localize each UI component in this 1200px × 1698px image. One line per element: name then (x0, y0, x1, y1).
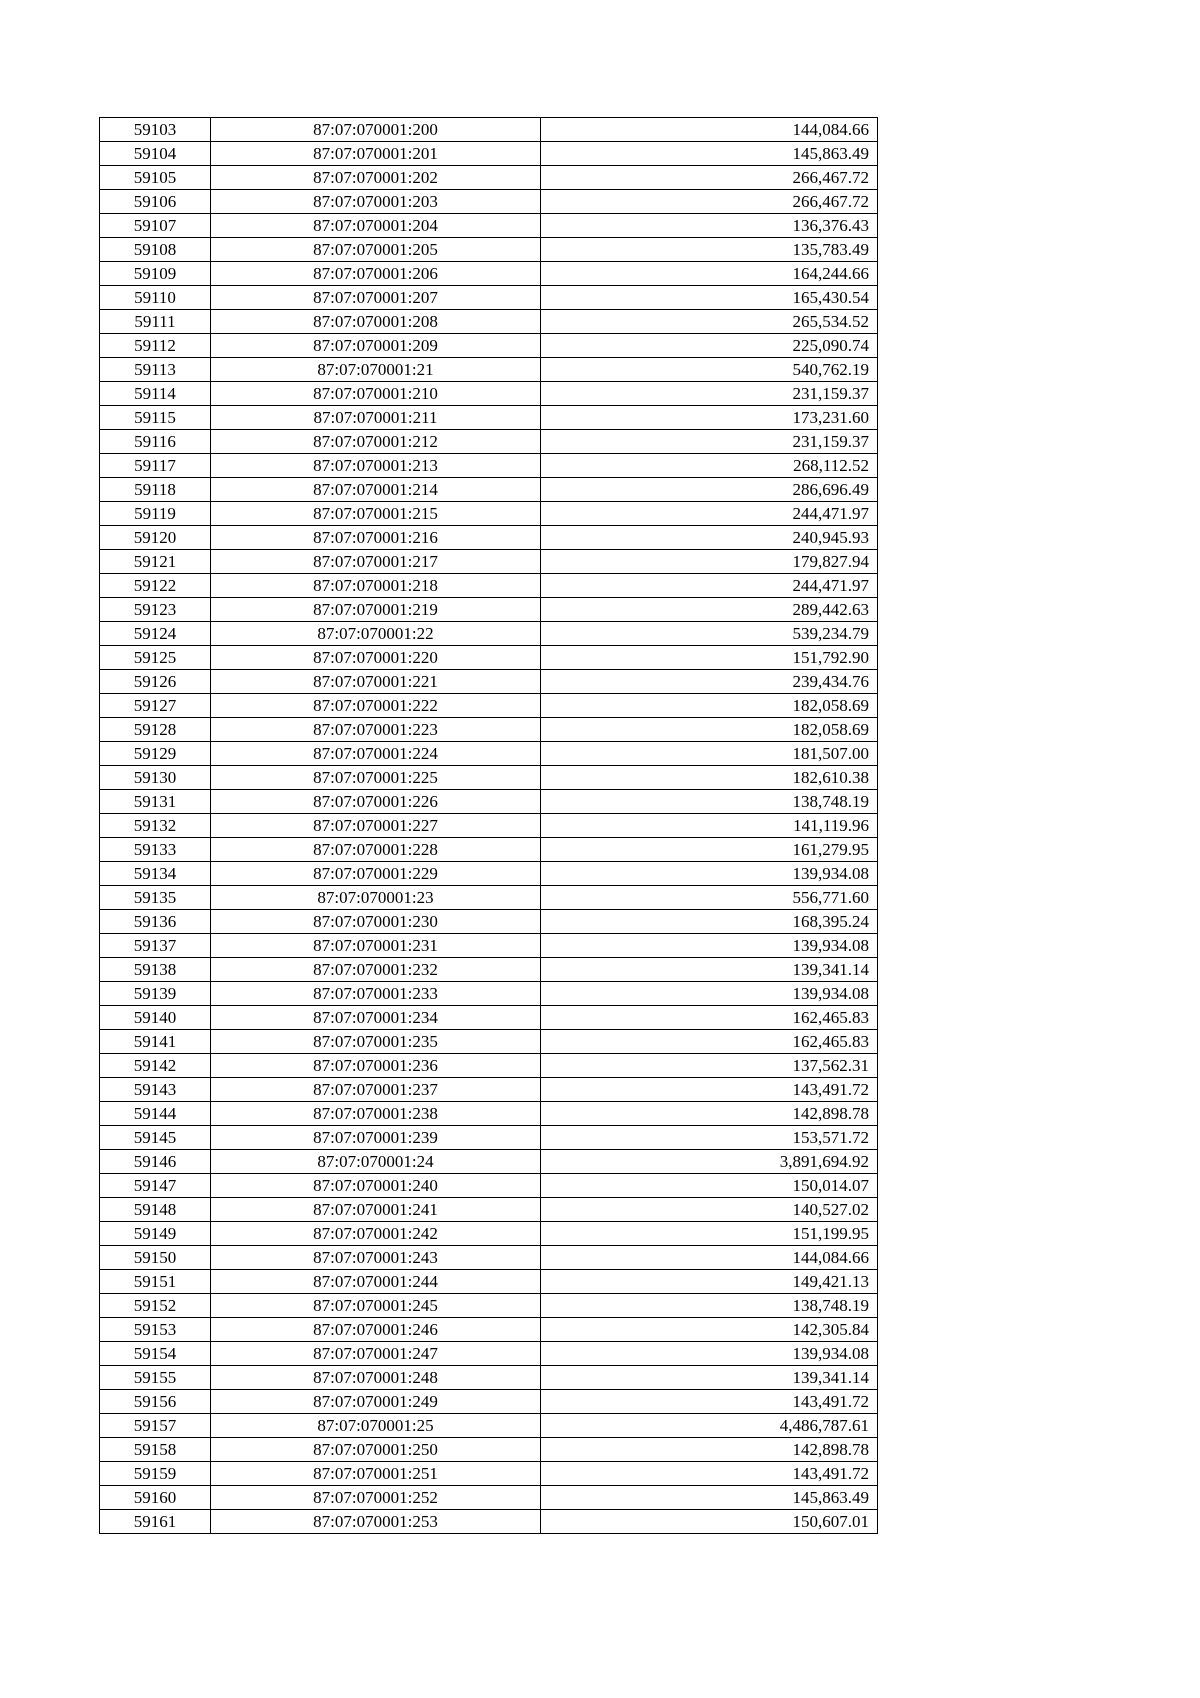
table-row (100, 790, 878, 814)
row-number-cell: 59122 (100, 574, 211, 598)
value-cell: 289,442.63 (541, 598, 878, 622)
row-number-cell: 59139 (100, 982, 211, 1006)
value-cell: 150,014.07 (541, 1174, 878, 1198)
row-number-cell: 59105 (100, 166, 211, 190)
value-cell: 143,491.72 (541, 1390, 878, 1414)
value-cell: 182,058.69 (541, 718, 878, 742)
table-row (100, 166, 878, 190)
cadastral-number-cell: 87:07:070001:248 (211, 1366, 541, 1390)
row-number-cell: 59124 (100, 622, 211, 646)
row-number-cell: 59140 (100, 1006, 211, 1030)
value-cell: 161,279.95 (541, 838, 878, 862)
cadastral-number-cell: 87:07:070001:237 (211, 1078, 541, 1102)
value-cell: 141,119.96 (541, 814, 878, 838)
value-cell: 144,084.66 (541, 1246, 878, 1270)
row-number-cell: 59115 (100, 406, 211, 430)
row-number-cell: 59112 (100, 334, 211, 358)
table-row (100, 214, 878, 238)
row-number-cell: 59142 (100, 1054, 211, 1078)
row-number-cell: 59103 (100, 118, 211, 142)
table-row (100, 694, 878, 718)
cadastral-number-cell: 87:07:070001:240 (211, 1174, 541, 1198)
value-cell: 244,471.97 (541, 502, 878, 526)
value-cell: 4,486,787.61 (541, 1414, 878, 1438)
row-number-cell: 59131 (100, 790, 211, 814)
value-cell: 162,465.83 (541, 1030, 878, 1054)
value-cell: 165,430.54 (541, 286, 878, 310)
table-row (100, 742, 878, 766)
row-number-cell: 59144 (100, 1102, 211, 1126)
cadastral-number-cell: 87:07:070001:212 (211, 430, 541, 454)
row-number-cell: 59159 (100, 1462, 211, 1486)
cadastral-number-cell: 87:07:070001:202 (211, 166, 541, 190)
cadastral-number-cell: 87:07:070001:242 (211, 1222, 541, 1246)
table-body (100, 118, 878, 1534)
table-row (100, 118, 878, 142)
value-cell: 138,748.19 (541, 790, 878, 814)
table-row (100, 1150, 878, 1174)
value-cell: 142,898.78 (541, 1102, 878, 1126)
row-number-cell: 59138 (100, 958, 211, 982)
table-row (100, 358, 878, 382)
cadastral-number-cell: 87:07:070001:227 (211, 814, 541, 838)
value-cell: 3,891,694.92 (541, 1150, 878, 1174)
cadastral-number-cell: 87:07:070001:204 (211, 214, 541, 238)
table-row (100, 1294, 878, 1318)
table-row (100, 1414, 878, 1438)
cadastral-number-cell: 87:07:070001:218 (211, 574, 541, 598)
cadastral-number-cell: 87:07:070001:228 (211, 838, 541, 862)
table-row (100, 1366, 878, 1390)
row-number-cell: 59108 (100, 238, 211, 262)
table-row (100, 1174, 878, 1198)
table-row (100, 1510, 878, 1534)
cadastral-number-cell: 87:07:070001:216 (211, 526, 541, 550)
row-number-cell: 59157 (100, 1414, 211, 1438)
value-cell: 151,792.90 (541, 646, 878, 670)
table-row (100, 1006, 878, 1030)
value-cell: 139,934.08 (541, 982, 878, 1006)
value-cell: 173,231.60 (541, 406, 878, 430)
table-row (100, 502, 878, 526)
cadastral-number-cell: 87:07:070001:206 (211, 262, 541, 286)
row-number-cell: 59145 (100, 1126, 211, 1150)
table-row (100, 262, 878, 286)
table-row (100, 1222, 878, 1246)
table-row (100, 526, 878, 550)
row-number-cell: 59141 (100, 1030, 211, 1054)
table-row (100, 142, 878, 166)
table-row (100, 478, 878, 502)
cadastral-number-cell: 87:07:070001:231 (211, 934, 541, 958)
row-number-cell: 59153 (100, 1318, 211, 1342)
cadastral-number-cell: 87:07:070001:243 (211, 1246, 541, 1270)
table-row (100, 1126, 878, 1150)
table-row (100, 814, 878, 838)
table-row (100, 1438, 878, 1462)
cadastral-number-cell: 87:07:070001:220 (211, 646, 541, 670)
cadastral-number-cell: 87:07:070001:209 (211, 334, 541, 358)
table-row (100, 550, 878, 574)
cadastral-number-cell: 87:07:070001:211 (211, 406, 541, 430)
table-row (100, 958, 878, 982)
table-row (100, 718, 878, 742)
cadastral-number-cell: 87:07:070001:234 (211, 1006, 541, 1030)
row-number-cell: 59119 (100, 502, 211, 526)
row-number-cell: 59114 (100, 382, 211, 406)
value-cell: 244,471.97 (541, 574, 878, 598)
cadastral-number-cell: 87:07:070001:223 (211, 718, 541, 742)
row-number-cell: 59135 (100, 886, 211, 910)
row-number-cell: 59109 (100, 262, 211, 286)
cadastral-number-cell: 87:07:070001:244 (211, 1270, 541, 1294)
value-cell: 143,491.72 (541, 1462, 878, 1486)
table-row (100, 646, 878, 670)
value-cell: 265,534.52 (541, 310, 878, 334)
cadastral-number-cell: 87:07:070001:217 (211, 550, 541, 574)
table-row (100, 1102, 878, 1126)
cadastral-number-cell: 87:07:070001:214 (211, 478, 541, 502)
table-row (100, 238, 878, 262)
value-cell: 135,783.49 (541, 238, 878, 262)
table-row (100, 574, 878, 598)
value-cell: 231,159.37 (541, 430, 878, 454)
cadastral-number-cell: 87:07:070001:245 (211, 1294, 541, 1318)
row-number-cell: 59155 (100, 1366, 211, 1390)
table-row (100, 598, 878, 622)
cadastral-number-cell: 87:07:070001:247 (211, 1342, 541, 1366)
cadastral-number-cell: 87:07:070001:235 (211, 1030, 541, 1054)
row-number-cell: 59137 (100, 934, 211, 958)
table-row (100, 1270, 878, 1294)
table-row (100, 670, 878, 694)
value-cell: 153,571.72 (541, 1126, 878, 1150)
value-cell: 142,898.78 (541, 1438, 878, 1462)
row-number-cell: 59147 (100, 1174, 211, 1198)
cadastral-number-cell: 87:07:070001:226 (211, 790, 541, 814)
row-number-cell: 59129 (100, 742, 211, 766)
row-number-cell: 59156 (100, 1390, 211, 1414)
cadastral-number-cell: 87:07:070001:253 (211, 1510, 541, 1534)
row-number-cell: 59104 (100, 142, 211, 166)
cadastral-number-cell: 87:07:070001:232 (211, 958, 541, 982)
value-cell: 540,762.19 (541, 358, 878, 382)
table-row (100, 1390, 878, 1414)
cadastral-number-cell: 87:07:070001:219 (211, 598, 541, 622)
row-number-cell: 59158 (100, 1438, 211, 1462)
row-number-cell: 59151 (100, 1270, 211, 1294)
table-row (100, 190, 878, 214)
row-number-cell: 59128 (100, 718, 211, 742)
row-number-cell: 59117 (100, 454, 211, 478)
value-cell: 140,527.02 (541, 1198, 878, 1222)
table-row (100, 862, 878, 886)
cadastral-number-cell: 87:07:070001:222 (211, 694, 541, 718)
table-row (100, 1342, 878, 1366)
row-number-cell: 59152 (100, 1294, 211, 1318)
value-cell: 136,376.43 (541, 214, 878, 238)
value-cell: 143,491.72 (541, 1078, 878, 1102)
row-number-cell: 59116 (100, 430, 211, 454)
row-number-cell: 59107 (100, 214, 211, 238)
row-number-cell: 59150 (100, 1246, 211, 1270)
value-cell: 162,465.83 (541, 1006, 878, 1030)
row-number-cell: 59110 (100, 286, 211, 310)
cadastral-number-cell: 87:07:070001:205 (211, 238, 541, 262)
table-row (100, 334, 878, 358)
cadastral-number-cell: 87:07:070001:236 (211, 1054, 541, 1078)
cadastral-number-cell: 87:07:070001:252 (211, 1486, 541, 1510)
table-row (100, 1078, 878, 1102)
value-cell: 137,562.31 (541, 1054, 878, 1078)
value-cell: 139,341.14 (541, 1366, 878, 1390)
cadastral-number-cell: 87:07:070001:213 (211, 454, 541, 478)
value-cell: 139,934.08 (541, 934, 878, 958)
row-number-cell: 59118 (100, 478, 211, 502)
cadastral-number-cell: 87:07:070001:25 (211, 1414, 541, 1438)
table-row (100, 1198, 878, 1222)
table-row (100, 982, 878, 1006)
cadastral-number-cell: 87:07:070001:200 (211, 118, 541, 142)
cadastral-number-cell: 87:07:070001:225 (211, 766, 541, 790)
cadastral-value-table (99, 117, 878, 1534)
cadastral-number-cell: 87:07:070001:246 (211, 1318, 541, 1342)
row-number-cell: 59130 (100, 766, 211, 790)
cadastral-number-cell: 87:07:070001:233 (211, 982, 541, 1006)
cadastral-number-cell: 87:07:070001:23 (211, 886, 541, 910)
row-number-cell: 59143 (100, 1078, 211, 1102)
cadastral-number-cell: 87:07:070001:22 (211, 622, 541, 646)
table-row (100, 838, 878, 862)
table-row (100, 454, 878, 478)
table-row (100, 766, 878, 790)
table-row (100, 1054, 878, 1078)
value-cell: 149,421.13 (541, 1270, 878, 1294)
value-cell: 151,199.95 (541, 1222, 878, 1246)
value-cell: 268,112.52 (541, 454, 878, 478)
value-cell: 240,945.93 (541, 526, 878, 550)
table-row (100, 310, 878, 334)
cadastral-number-cell: 87:07:070001:208 (211, 310, 541, 334)
value-cell: 286,696.49 (541, 478, 878, 502)
table-row (100, 430, 878, 454)
cadastral-number-cell: 87:07:070001:201 (211, 142, 541, 166)
value-cell: 139,341.14 (541, 958, 878, 982)
value-cell: 139,934.08 (541, 862, 878, 886)
value-cell: 225,090.74 (541, 334, 878, 358)
cadastral-number-cell: 87:07:070001:238 (211, 1102, 541, 1126)
value-cell: 266,467.72 (541, 166, 878, 190)
row-number-cell: 59125 (100, 646, 211, 670)
cadastral-number-cell: 87:07:070001:249 (211, 1390, 541, 1414)
cadastral-number-cell: 87:07:070001:207 (211, 286, 541, 310)
row-number-cell: 59113 (100, 358, 211, 382)
cadastral-number-cell: 87:07:070001:230 (211, 910, 541, 934)
cadastral-number-cell: 87:07:070001:229 (211, 862, 541, 886)
value-cell: 150,607.01 (541, 1510, 878, 1534)
cadastral-number-cell: 87:07:070001:239 (211, 1126, 541, 1150)
value-cell: 266,467.72 (541, 190, 878, 214)
value-cell: 168,395.24 (541, 910, 878, 934)
value-cell: 231,159.37 (541, 382, 878, 406)
value-cell: 139,934.08 (541, 1342, 878, 1366)
row-number-cell: 59134 (100, 862, 211, 886)
table-row (100, 1030, 878, 1054)
value-cell: 539,234.79 (541, 622, 878, 646)
value-cell: 144,084.66 (541, 118, 878, 142)
value-cell: 138,748.19 (541, 1294, 878, 1318)
value-cell: 182,058.69 (541, 694, 878, 718)
table-row (100, 1462, 878, 1486)
row-number-cell: 59161 (100, 1510, 211, 1534)
cadastral-number-cell: 87:07:070001:24 (211, 1150, 541, 1174)
table-row (100, 622, 878, 646)
table-row (100, 910, 878, 934)
row-number-cell: 59123 (100, 598, 211, 622)
row-number-cell: 59111 (100, 310, 211, 334)
cadastral-number-cell: 87:07:070001:251 (211, 1462, 541, 1486)
value-cell: 145,863.49 (541, 1486, 878, 1510)
cadastral-number-cell: 87:07:070001:21 (211, 358, 541, 382)
cadastral-number-cell: 87:07:070001:210 (211, 382, 541, 406)
value-cell: 145,863.49 (541, 142, 878, 166)
row-number-cell: 59120 (100, 526, 211, 550)
table-row (100, 1486, 878, 1510)
row-number-cell: 59154 (100, 1342, 211, 1366)
value-cell: 179,827.94 (541, 550, 878, 574)
table-row (100, 934, 878, 958)
cadastral-number-cell: 87:07:070001:221 (211, 670, 541, 694)
cadastral-number-cell: 87:07:070001:250 (211, 1438, 541, 1462)
row-number-cell: 59136 (100, 910, 211, 934)
row-number-cell: 59149 (100, 1222, 211, 1246)
row-number-cell: 59106 (100, 190, 211, 214)
row-number-cell: 59160 (100, 1486, 211, 1510)
table-row (100, 286, 878, 310)
table-row (100, 1318, 878, 1342)
cadastral-number-cell: 87:07:070001:224 (211, 742, 541, 766)
row-number-cell: 59133 (100, 838, 211, 862)
value-cell: 239,434.76 (541, 670, 878, 694)
value-cell: 181,507.00 (541, 742, 878, 766)
row-number-cell: 59146 (100, 1150, 211, 1174)
table-row (100, 382, 878, 406)
row-number-cell: 59127 (100, 694, 211, 718)
value-cell: 182,610.38 (541, 766, 878, 790)
cadastral-number-cell: 87:07:070001:203 (211, 190, 541, 214)
table-row (100, 406, 878, 430)
row-number-cell: 59121 (100, 550, 211, 574)
row-number-cell: 59148 (100, 1198, 211, 1222)
table-row (100, 886, 878, 910)
table-row (100, 1246, 878, 1270)
row-number-cell: 59126 (100, 670, 211, 694)
value-cell: 164,244.66 (541, 262, 878, 286)
cadastral-number-cell: 87:07:070001:215 (211, 502, 541, 526)
value-cell: 556,771.60 (541, 886, 878, 910)
row-number-cell: 59132 (100, 814, 211, 838)
value-cell: 142,305.84 (541, 1318, 878, 1342)
cadastral-number-cell: 87:07:070001:241 (211, 1198, 541, 1222)
